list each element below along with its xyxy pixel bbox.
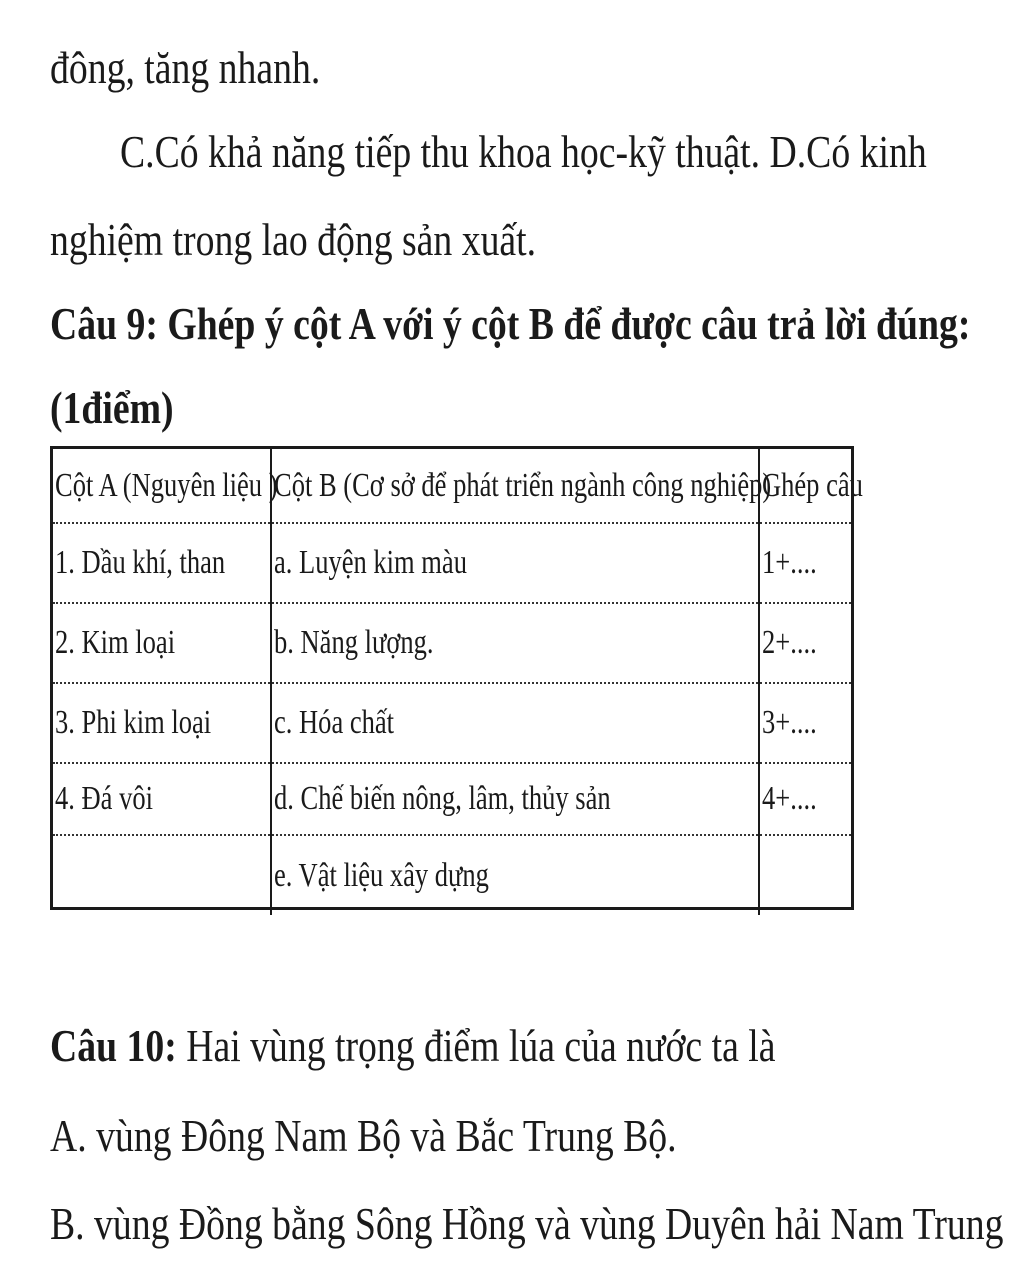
table-cell: d. Chế biến nông, lâm, thủy sản: [271, 763, 759, 835]
table-cell: 3. Phi kim loại: [53, 683, 271, 763]
table-cell: 4+....: [759, 763, 851, 835]
table-cell: 1+....: [759, 523, 851, 603]
table-row: [53, 523, 851, 603]
table-cell: 1. Dầu khí, than: [53, 523, 271, 603]
table-row: [53, 683, 851, 763]
text-line-1: đông, tăng nhanh.: [50, 42, 321, 93]
question-10: [50, 1018, 775, 1074]
answer-option-b: B. vùng Đồng bằng Sông Hồng và vùng Duyên hải Nam Trung: [50, 1198, 1004, 1249]
table-cell: [759, 835, 851, 915]
table-cell: 2+....: [759, 603, 851, 683]
question-9-points: (1điểm): [50, 382, 174, 433]
question-9-title: Câu 9: Ghép ý cột A với ý cột B để được câu trả lời đúng:: [50, 298, 971, 349]
header-cell-match: Ghép câu: [759, 449, 851, 523]
header-cell-column-a: Cột A (Nguyên liệu ): [53, 449, 271, 523]
question-10-label: Câu 10:: [50, 1020, 177, 1071]
table-header-row: [53, 449, 851, 523]
table-row: [53, 835, 851, 915]
text-line-3: nghiệm trong lao động sản xuất.: [50, 214, 537, 265]
table-cell: e. Vật liệu xây dựng: [271, 835, 759, 915]
table-cell: b. Năng lượng.: [271, 603, 759, 683]
table-cell: c. Hóa chất: [271, 683, 759, 763]
table-row: [53, 603, 851, 683]
answer-options-c-d: C.Có khả năng tiếp thu khoa học-kỹ thuật. D.Có kinh: [120, 126, 927, 177]
answer-option-a: A. vùng Đông Nam Bộ và Bắc Trung Bộ.: [50, 1110, 677, 1161]
header-cell-column-b: Cột B (Cơ sở để phát triển ngành công nghiệp): [271, 449, 759, 523]
table-cell: a. Luyện kim màu: [271, 523, 759, 603]
matching-table: [50, 446, 863, 910]
table-cell: 4. Đá vôi: [53, 763, 271, 835]
table-row: [53, 763, 851, 835]
question-10-text: Hai vùng trọng điểm lúa của nước ta là: [176, 1020, 776, 1071]
table-cell: [53, 835, 271, 915]
table-cell: 3+....: [759, 683, 851, 763]
table-cell: 2. Kim loại: [53, 603, 271, 683]
